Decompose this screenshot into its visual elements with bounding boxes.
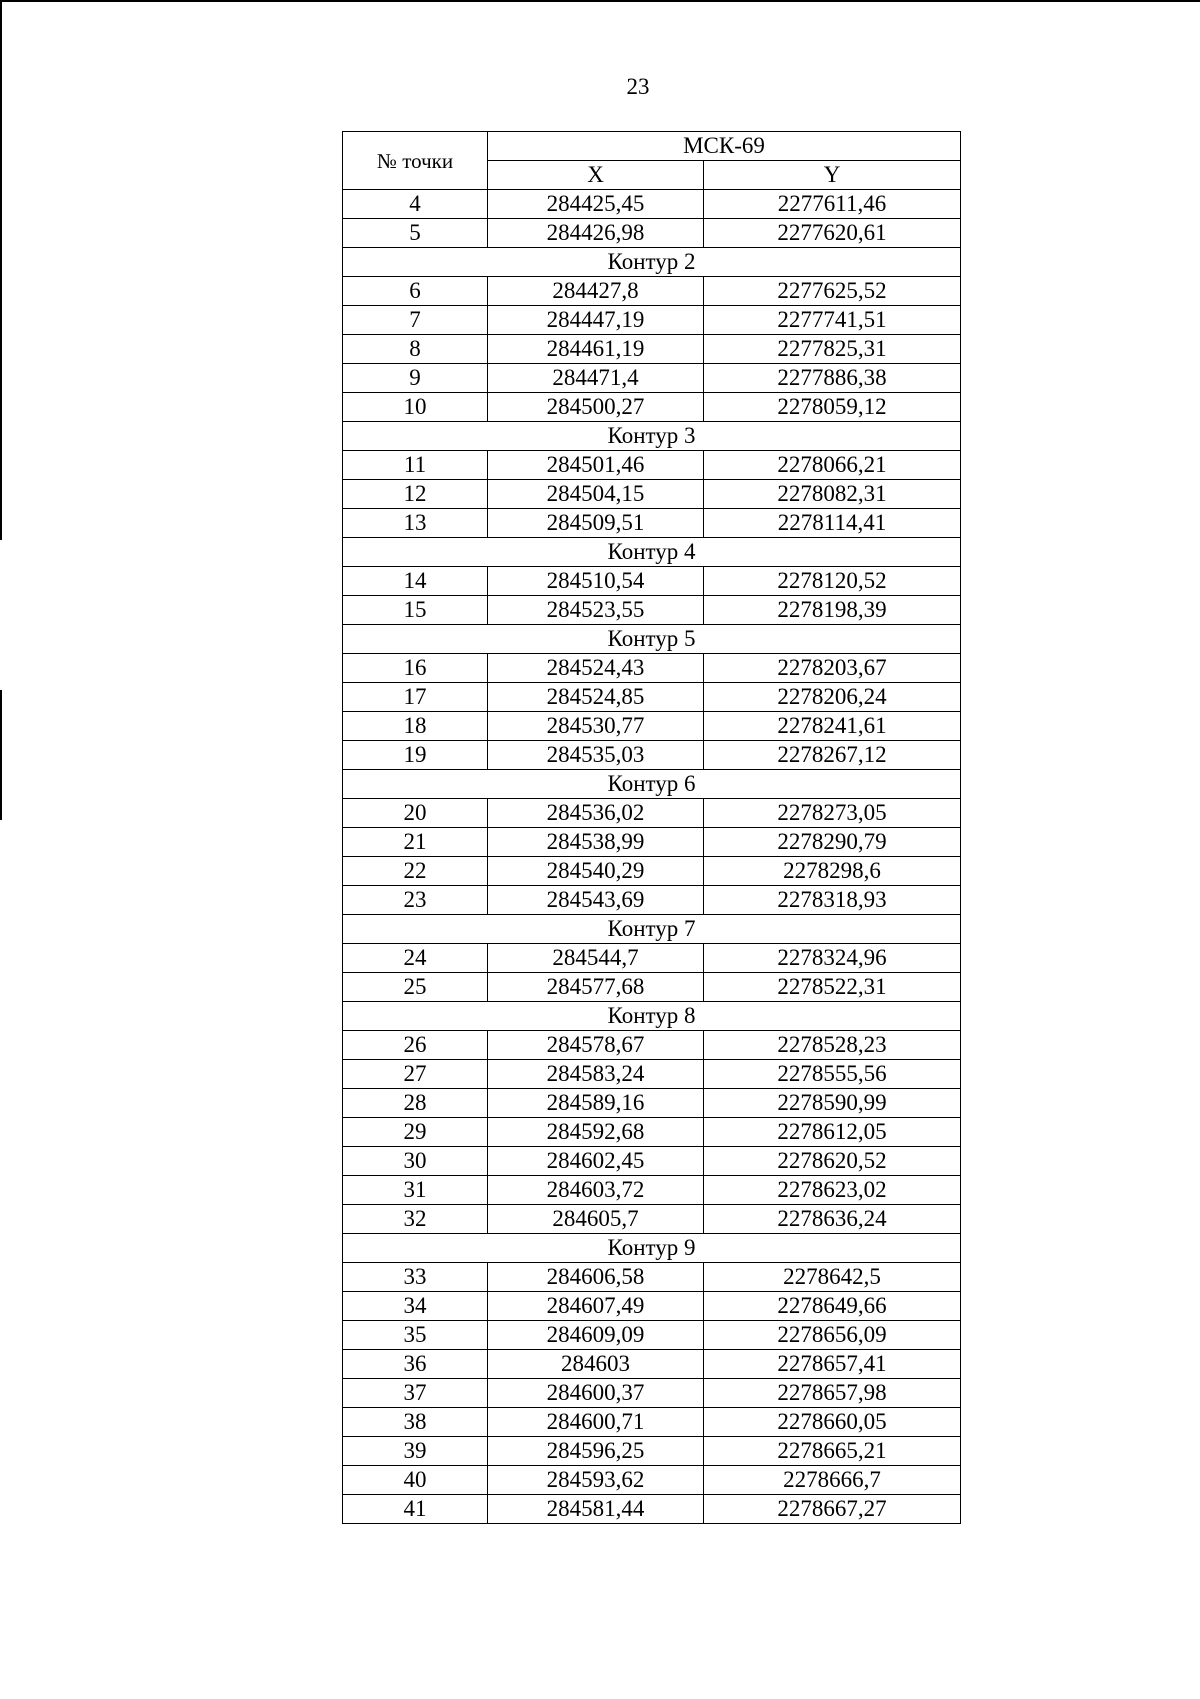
x-coordinate-cell: 284600,71	[488, 1408, 704, 1437]
table-row	[343, 1060, 961, 1089]
point-number-cell: 20	[343, 799, 488, 828]
x-coordinate-cell: 284600,37	[488, 1379, 704, 1408]
contour-row	[343, 248, 961, 277]
table-row	[343, 1292, 961, 1321]
point-number-cell: 13	[343, 509, 488, 538]
x-coordinate-cell: 284501,46	[488, 451, 704, 480]
point-number-cell: 21	[343, 828, 488, 857]
y-coordinate-cell: 2278649,66	[704, 1292, 961, 1321]
contour-row	[343, 915, 961, 944]
y-column-header: Y	[704, 161, 961, 190]
y-coordinate-cell: 2278273,05	[704, 799, 961, 828]
point-number-cell: 4	[343, 190, 488, 219]
table-row	[343, 799, 961, 828]
x-coordinate-cell: 284603	[488, 1350, 704, 1379]
table-row	[343, 393, 961, 422]
point-number-cell: 40	[343, 1466, 488, 1495]
point-number-cell: 24	[343, 944, 488, 973]
x-coordinate-cell: 284577,68	[488, 973, 704, 1002]
point-number-cell: 26	[343, 1031, 488, 1060]
y-coordinate-cell: 2278657,41	[704, 1350, 961, 1379]
point-number-cell: 11	[343, 451, 488, 480]
table-row	[343, 828, 961, 857]
x-coordinate-cell: 284603,72	[488, 1176, 704, 1205]
y-coordinate-cell: 2278198,39	[704, 596, 961, 625]
point-number-cell: 5	[343, 219, 488, 248]
point-number-cell: 30	[343, 1147, 488, 1176]
point-number-cell: 7	[343, 306, 488, 335]
table-row	[343, 1147, 961, 1176]
table-row	[343, 1118, 961, 1147]
y-coordinate-cell: 2278620,52	[704, 1147, 961, 1176]
table-row	[343, 944, 961, 973]
contour-label: Контур 9	[343, 1234, 961, 1263]
point-number-cell: 23	[343, 886, 488, 915]
x-coordinate-cell: 284609,09	[488, 1321, 704, 1350]
point-number-cell: 37	[343, 1379, 488, 1408]
table-header	[343, 132, 961, 190]
table-row	[343, 1437, 961, 1466]
point-number-cell: 19	[343, 741, 488, 770]
table-row	[343, 596, 961, 625]
point-number-cell: 22	[343, 857, 488, 886]
x-coordinate-cell: 284583,24	[488, 1060, 704, 1089]
y-coordinate-cell: 2278555,56	[704, 1060, 961, 1089]
x-coordinate-cell: 284606,58	[488, 1263, 704, 1292]
x-coordinate-cell: 284538,99	[488, 828, 704, 857]
table-row	[343, 1466, 961, 1495]
table-row	[343, 306, 961, 335]
point-number-cell: 27	[343, 1060, 488, 1089]
point-number-cell: 41	[343, 1495, 488, 1524]
y-coordinate-cell: 2278667,27	[704, 1495, 961, 1524]
y-coordinate-cell: 2278657,98	[704, 1379, 961, 1408]
contour-label: Контур 6	[343, 770, 961, 799]
contour-row	[343, 1002, 961, 1031]
contour-label: Контур 8	[343, 1002, 961, 1031]
contour-row	[343, 422, 961, 451]
x-coordinate-cell: 284426,98	[488, 219, 704, 248]
point-number-cell: 15	[343, 596, 488, 625]
y-coordinate-cell: 2278642,5	[704, 1263, 961, 1292]
point-number-cell: 32	[343, 1205, 488, 1234]
y-coordinate-cell: 2278656,09	[704, 1321, 961, 1350]
point-number-cell: 8	[343, 335, 488, 364]
y-coordinate-cell: 2278059,12	[704, 393, 961, 422]
page-number: 23	[626, 74, 650, 99]
y-coordinate-cell: 2277620,61	[704, 219, 961, 248]
x-coordinate-cell: 284602,45	[488, 1147, 704, 1176]
table-row	[343, 886, 961, 915]
x-column-header: X	[488, 161, 704, 190]
contour-row	[343, 1234, 961, 1263]
x-coordinate-cell: 284471,4	[488, 364, 704, 393]
y-coordinate-cell: 2277886,38	[704, 364, 961, 393]
table-row	[343, 451, 961, 480]
table-row	[343, 973, 961, 1002]
point-number-cell: 14	[343, 567, 488, 596]
table-row	[343, 335, 961, 364]
y-coordinate-cell: 2278590,99	[704, 1089, 961, 1118]
scan-border-top	[0, 0, 1200, 2]
y-coordinate-cell: 2278612,05	[704, 1118, 961, 1147]
table-row	[343, 1321, 961, 1350]
table-row	[343, 712, 961, 741]
table-row	[343, 1408, 961, 1437]
table-row	[343, 857, 961, 886]
point-number-cell: 16	[343, 654, 488, 683]
x-coordinate-cell: 284510,54	[488, 567, 704, 596]
contour-label: Контур 4	[343, 538, 961, 567]
x-coordinate-cell: 284581,44	[488, 1495, 704, 1524]
x-coordinate-cell: 284447,19	[488, 306, 704, 335]
point-number-cell: 34	[343, 1292, 488, 1321]
table-row	[343, 277, 961, 306]
x-coordinate-cell: 284605,7	[488, 1205, 704, 1234]
table-row	[343, 1031, 961, 1060]
y-coordinate-cell: 2277625,52	[704, 277, 961, 306]
table-row	[343, 683, 961, 712]
coordinates-table	[342, 131, 961, 1524]
point-number-cell: 17	[343, 683, 488, 712]
x-coordinate-cell: 284543,69	[488, 886, 704, 915]
y-coordinate-cell: 2278666,7	[704, 1466, 961, 1495]
table-row	[343, 1205, 961, 1234]
x-coordinate-cell: 284535,03	[488, 741, 704, 770]
y-coordinate-cell: 2278528,23	[704, 1031, 961, 1060]
point-number-cell: 9	[343, 364, 488, 393]
x-coordinate-cell: 284425,45	[488, 190, 704, 219]
x-coordinate-cell: 284592,68	[488, 1118, 704, 1147]
contour-label: Контур 7	[343, 915, 961, 944]
x-coordinate-cell: 284578,67	[488, 1031, 704, 1060]
table-row	[343, 1089, 961, 1118]
x-coordinate-cell: 284589,16	[488, 1089, 704, 1118]
y-coordinate-cell: 2278324,96	[704, 944, 961, 973]
y-coordinate-cell: 2278241,61	[704, 712, 961, 741]
point-number-cell: 31	[343, 1176, 488, 1205]
x-coordinate-cell: 284524,85	[488, 683, 704, 712]
y-coordinate-cell: 2278636,24	[704, 1205, 961, 1234]
x-coordinate-cell: 284461,19	[488, 335, 704, 364]
table-row	[343, 567, 961, 596]
y-coordinate-cell: 2278660,05	[704, 1408, 961, 1437]
y-coordinate-cell: 2278290,79	[704, 828, 961, 857]
table-row	[343, 1263, 961, 1292]
y-coordinate-cell: 2278267,12	[704, 741, 961, 770]
table-row	[343, 1350, 961, 1379]
y-coordinate-cell: 2278114,41	[704, 509, 961, 538]
coordinate-system-header: МСК-69	[488, 132, 961, 161]
table-row	[343, 364, 961, 393]
y-coordinate-cell: 2278066,21	[704, 451, 961, 480]
y-coordinate-cell: 2277741,51	[704, 306, 961, 335]
contour-row	[343, 625, 961, 654]
contour-row	[343, 538, 961, 567]
x-coordinate-cell: 284509,51	[488, 509, 704, 538]
table-row	[343, 1176, 961, 1205]
contour-label: Контур 5	[343, 625, 961, 654]
x-coordinate-cell: 284536,02	[488, 799, 704, 828]
y-coordinate-cell: 2277611,46	[704, 190, 961, 219]
x-coordinate-cell: 284524,43	[488, 654, 704, 683]
x-coordinate-cell: 284607,49	[488, 1292, 704, 1321]
table-row	[343, 509, 961, 538]
contour-label: Контур 2	[343, 248, 961, 277]
y-coordinate-cell: 2278203,67	[704, 654, 961, 683]
x-coordinate-cell: 284523,55	[488, 596, 704, 625]
x-coordinate-cell: 284500,27	[488, 393, 704, 422]
x-coordinate-cell: 284544,7	[488, 944, 704, 973]
point-number-cell: 36	[343, 1350, 488, 1379]
table-row	[343, 1379, 961, 1408]
point-number-cell: 38	[343, 1408, 488, 1437]
x-coordinate-cell: 284593,62	[488, 1466, 704, 1495]
table-row	[343, 1495, 961, 1524]
table-row	[343, 480, 961, 509]
table-body	[343, 190, 961, 1524]
point-number-cell: 18	[343, 712, 488, 741]
point-number-cell: 29	[343, 1118, 488, 1147]
x-coordinate-cell: 284427,8	[488, 277, 704, 306]
table-row	[343, 654, 961, 683]
contour-label: Контур 3	[343, 422, 961, 451]
table-row	[343, 219, 961, 248]
y-coordinate-cell: 2278623,02	[704, 1176, 961, 1205]
y-coordinate-cell: 2278120,52	[704, 567, 961, 596]
y-coordinate-cell: 2277825,31	[704, 335, 961, 364]
y-coordinate-cell: 2278082,31	[704, 480, 961, 509]
point-number-header: № точки	[343, 132, 488, 190]
y-coordinate-cell: 2278206,24	[704, 683, 961, 712]
point-number-cell: 10	[343, 393, 488, 422]
x-coordinate-cell: 284540,29	[488, 857, 704, 886]
point-number-cell: 28	[343, 1089, 488, 1118]
y-coordinate-cell: 2278522,31	[704, 973, 961, 1002]
point-number-cell: 35	[343, 1321, 488, 1350]
table-row	[343, 741, 961, 770]
y-coordinate-cell: 2278298,6	[704, 857, 961, 886]
table-row	[343, 190, 961, 219]
x-coordinate-cell: 284530,77	[488, 712, 704, 741]
point-number-cell: 33	[343, 1263, 488, 1292]
point-number-cell: 39	[343, 1437, 488, 1466]
scan-border-left-lower	[0, 690, 2, 820]
point-number-cell: 25	[343, 973, 488, 1002]
x-coordinate-cell: 284596,25	[488, 1437, 704, 1466]
point-number-cell: 6	[343, 277, 488, 306]
x-coordinate-cell: 284504,15	[488, 480, 704, 509]
y-coordinate-cell: 2278665,21	[704, 1437, 961, 1466]
point-number-cell: 12	[343, 480, 488, 509]
y-coordinate-cell: 2278318,93	[704, 886, 961, 915]
contour-row	[343, 770, 961, 799]
